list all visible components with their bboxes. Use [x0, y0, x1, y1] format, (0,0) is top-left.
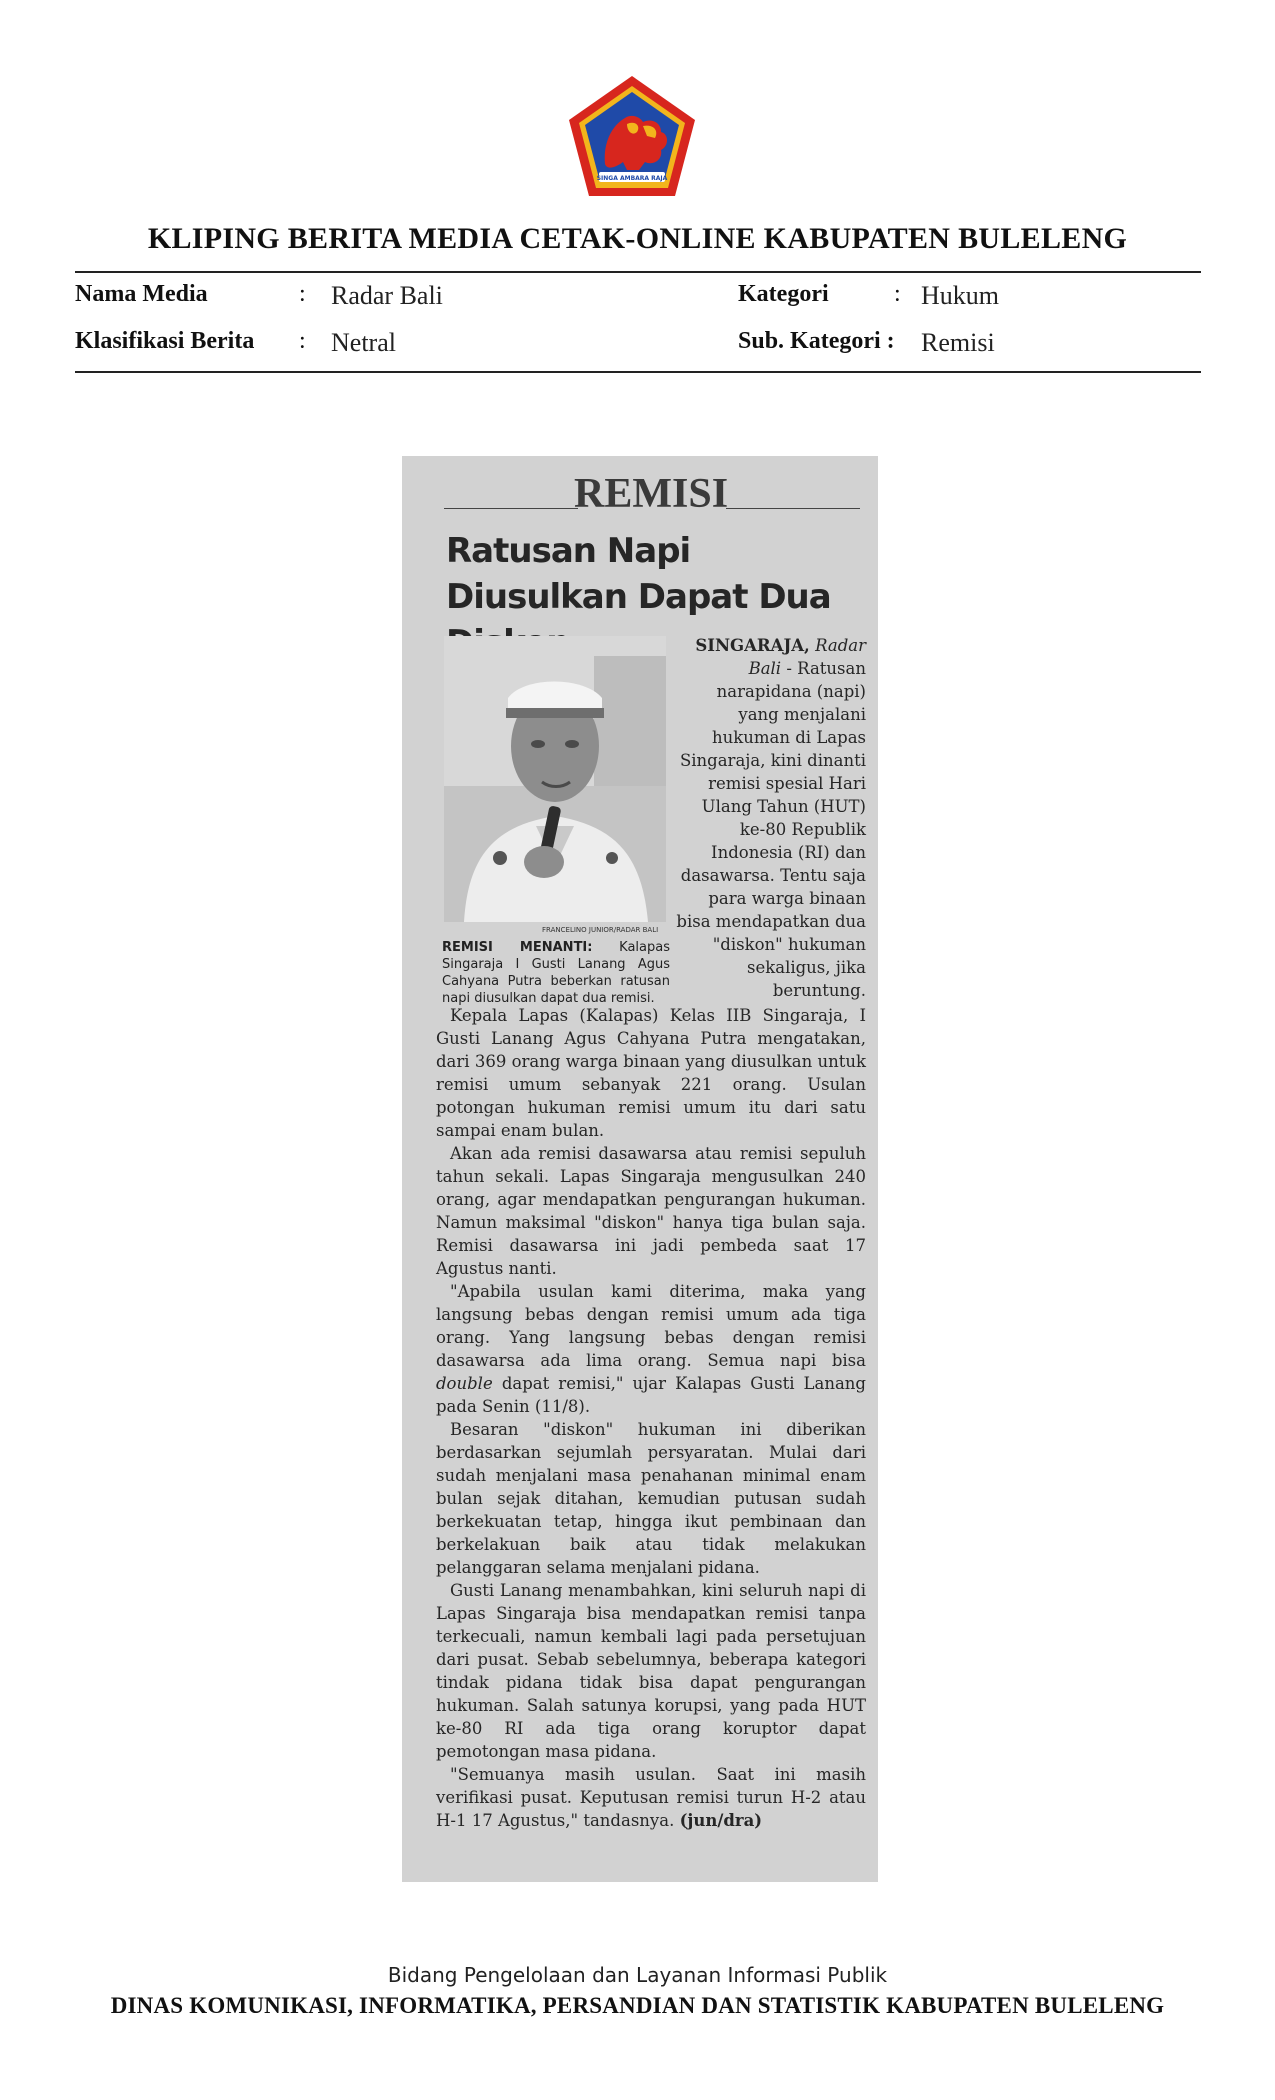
article-paragraph-1: Kepala Lapas (Kalapas) Kelas IIB Singaraja, I Gusti Lanang Agus Cahyana Putra mengatakan, dari 369 orang warga binaan yang diusulkan untuk remisi umum sebanyak 221 orang. Usulan potongan hukuman remisi umum itu dari satu sampai enam bulan. [436, 1006, 866, 1140]
media-colon: : [299, 281, 306, 307]
logo-text: SINGA AMBARA RAJA [596, 175, 668, 182]
dateline: SINGARAJA, [695, 636, 810, 655]
caption-lead: REMISI MENANTI: [442, 940, 593, 955]
caption-text: Kalapas Singaraja I Gusti Lanang Agus Cahyana Putra beberkan ratusan napi diusulkan dapat dua remisi. [442, 940, 670, 1006]
article-paragraph-6 [436, 1763, 866, 1832]
kategori-value: Hukum [921, 281, 999, 310]
buleleng-emblem-icon [565, 74, 699, 200]
dateline-source: Radar Bali [748, 636, 866, 678]
section-rule-right [726, 508, 860, 509]
bottom-divider [75, 371, 1201, 373]
footer-agency: DINAS KOMUNIKASI, INFORMATIKA, PERSANDIAN DAN STATISTIK KABUPATEN BULELENG [110, 1993, 1165, 2018]
article-paragraph-4: Besaran "diskon" hukuman ini diberikan berdasarkan sejumlah persyaratan. Mulai dari sudah menjalani masa penahanan minimal enam bulan sejak ditahan, kemudian putusan sudah berkekuatan tetap, hingga ikut pembinaan dan berkelakuan baik atau tidak melakukan pelanggaran selama menjalani pidana. [436, 1420, 866, 1577]
newspaper-clipping [402, 456, 878, 1882]
paragraph-3-end: dapat remisi," ujar Kalapas Gusti Lanang pada Senin (11/8). [436, 1374, 866, 1416]
media-value: Radar Bali [331, 281, 443, 310]
klasifikasi-value: Netral [331, 328, 396, 357]
paragraph-3-italic: double [436, 1374, 493, 1393]
article-body [436, 1004, 866, 1832]
article-intro: - Ratusan narapidana (napi) yang menjalani hukuman di Lapas Singaraja, kini dinanti remisi spesial Hari Ulang Tahun (HUT) ke-80 Republik Indonesia (RI) dan dasawarsa. Tentu saja para warga binaan bisa mendapatkan dua "diskon" hukuman sekaligus, jika beruntung. [676, 659, 866, 1000]
section-rule-left [444, 508, 578, 509]
article-headline: Ratusan Napi Diusulkan Dapat Dua [446, 531, 831, 617]
article-photo [444, 636, 666, 922]
sub-kategori-value: Remisi [921, 328, 995, 357]
sub-kategori-label: Sub. Kategori : [738, 328, 895, 354]
article-signature: (jun/dra) [679, 1811, 763, 1830]
media-label: Nama Media [75, 281, 208, 307]
page-title: KLIPING BERITA MEDIA CETAK-ONLINE KABUPATEN BULELENG [147, 222, 1128, 255]
article-intro-column [676, 634, 866, 1002]
footer-department: Bidang Pengelolaan dan Layanan Informasi Publik [387, 1963, 888, 1987]
section-heading: REMISI [574, 471, 729, 517]
klasifikasi-label: Klasifikasi Berita [75, 328, 255, 354]
top-divider [75, 271, 1201, 273]
paragraph-6-text: "Semuanya masih usulan. Saat ini masih verifikasi pusat. Keputusan remisi turun H-2 atau H-1 17 Agustus," tandasnya. [436, 1765, 866, 1830]
article-paragraph-3 [436, 1280, 866, 1418]
photo-caption [442, 939, 670, 1007]
kategori-colon: : [894, 281, 901, 307]
photo-credit: FRANCELINO JUNIOR/RADAR BALI [542, 926, 659, 934]
klasifikasi-colon: : [299, 328, 306, 354]
article-paragraph-5: Gusti Lanang menambahkan, kini seluruh napi di Lapas Singaraja bisa mendapatkan remisi tanpa terkecuali, namun kembali lagi pada persetujuan dari pusat. Sebab sebelumnya, beberapa kategori tindak pidana tidak bisa dapat pengurangan hukuman. Salah satunya korupsi, yang pada HUT ke-80 RI ada tiga orang koruptor dapat pemotongan masa pidana. [436, 1581, 866, 1761]
paragraph-3-start: "Apabila usulan kami diterima, maka yang langsung bebas dengan remisi umum ada tiga orang. Yang langsung bebas dengan remisi dasawarsa ada lima orang. Semua napi bisa [436, 1282, 866, 1370]
article-paragraph-2: Akan ada remisi dasawarsa atau remisi sepuluh tahun sekali. Lapas Singaraja mengusulkan 240 orang, agar mendapatkan pengurangan hukuman. Namun maksimal "diskon" hanya tiga bulan saja. Remisi dasawarsa ini jadi pembeda saat 17 Agustus nanti. [436, 1144, 866, 1278]
kategori-label: Kategori [738, 281, 829, 307]
